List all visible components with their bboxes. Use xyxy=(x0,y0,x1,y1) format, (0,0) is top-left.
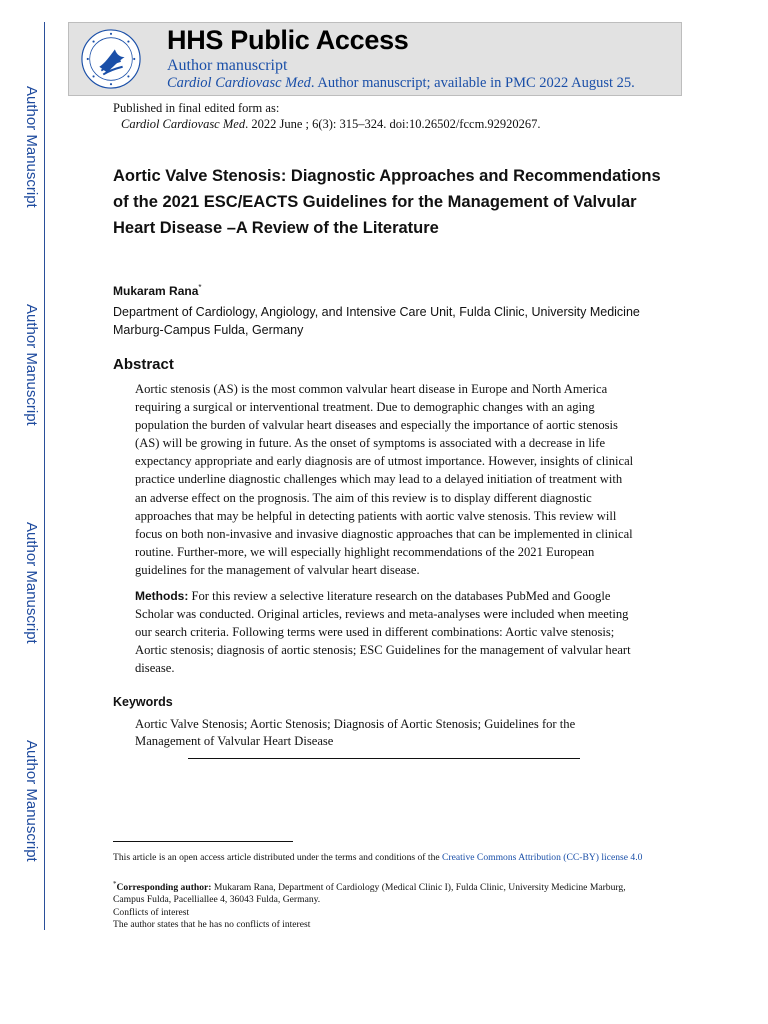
author-name-text: Mukaram Rana xyxy=(113,284,199,298)
header-citation xyxy=(167,75,635,92)
hhs-seal-icon xyxy=(80,28,142,90)
published-label: Published in final edited form as: xyxy=(113,101,280,115)
sidebar-rule xyxy=(44,22,45,930)
article-title: Aortic Valve Stenosis: Diagnostic Approaches and Recommendations of the 2021 ESC/EACTS Guidelines for the Management of Valvular Heart Disease –A Review of the Literature xyxy=(113,167,661,237)
conflicts-heading: Conflicts of interest xyxy=(113,907,190,918)
methods-label: Methods: xyxy=(135,589,189,603)
keywords-text: Aortic Valve Stenosis; Aortic Stenosis; Diagnosis of Aortic Stenosis; Guidelines for the Management of Valvular Heart Disease xyxy=(135,717,576,748)
header-availability: . Author manuscript; available in PMC 2022 August 25. xyxy=(310,75,635,91)
footnote-divider xyxy=(113,841,293,842)
published-citation xyxy=(113,116,541,132)
abstract-text: Aortic stenosis (AS) is the most common valvular heart disease in Europe and North America requiring a surgical or interventional treatment. Due to demographic changes with an aging population the burden of valvular heart diseases and especially the importance of aortic stenosis (AS) will be growing in future. As the onset of symptoms is associated with a decrease in life expectancy appropriate and early diagnosis are of utmost importance. However, insights of clinical practice underline diagnostic challenges which may lead to a delayed initiation of treatment with an adverse effect on the prognosis. The aim of this review is to display different diagnostic approaches that may be helpful in detecting patients with aortic valve stenosis. This review will focus on both non-invasive and invasive diagnostic approaches that can be implemented in clinical routine. Further-more, we will especially highlight recommendations of the 2021 European guidelines for the management of valvular heart disease. xyxy=(135,382,634,577)
sidebar-label: Author Manuscript xyxy=(23,86,40,208)
sidebar-label: Author Manuscript xyxy=(23,304,40,426)
published-info xyxy=(113,100,541,132)
sidebar-label: Author Manuscript xyxy=(23,740,40,862)
author-mark: * xyxy=(198,283,202,292)
published-citation-text: . 2022 June ; 6(3): 315–324. doi:10.26502/fccm.92920267. xyxy=(245,117,541,131)
methods-paragraph xyxy=(135,587,635,677)
methods-text: For this review a selective literature research on the databases PubMed and Google Scholar was conducted. Original articles, reviews and meta-analyses were included when meeting our search criteria. Following terms were used in different combinations: Aortic valve stenosis; Aortic stenosis; diagnosis of aortic stenosis; ESC Guidelines for the management of valvular heart disease. xyxy=(135,589,631,676)
conflicts-text: The author states that he has no conflicts of interest xyxy=(113,919,311,930)
corr-mark: * xyxy=(113,880,117,888)
license-link[interactable]: Creative Commons Attribution (CC-BY) license 4.0 xyxy=(442,852,643,863)
author-name xyxy=(113,283,202,298)
corr-text: Mukaram Rana, Department of Cardiology (Medical Clinic I), Fulda Clinic, University Medicine Marburg, Campus Fulda, Pacelliallee 4, 36043 Fulda, Germany. xyxy=(113,882,626,905)
hhs-header xyxy=(68,22,682,96)
published-journal: Cardiol Cardiovasc Med xyxy=(121,117,246,131)
sidebar-label: Author Manuscript xyxy=(23,522,40,644)
corresponding-author-footnote xyxy=(113,879,653,905)
keywords-heading: Keywords xyxy=(113,695,173,709)
abstract-heading: Abstract xyxy=(113,356,174,373)
corr-label: Corresponding author: xyxy=(116,882,212,894)
header-title: HHS Public Access xyxy=(167,25,409,55)
license-footnote xyxy=(113,852,653,864)
header-subtitle: Author manuscript xyxy=(167,57,288,74)
author-affiliation: Department of Cardiology, Angiology, and Intensive Care Unit, Fulda Clinic, University Medicine Marburg-Campus Fulda, Germany xyxy=(113,305,640,337)
header-journal: Cardiol Cardiovasc Med xyxy=(167,75,311,91)
license-text: This article is an open access article distributed under the terms and conditions of the xyxy=(113,852,443,863)
section-divider xyxy=(188,758,580,759)
